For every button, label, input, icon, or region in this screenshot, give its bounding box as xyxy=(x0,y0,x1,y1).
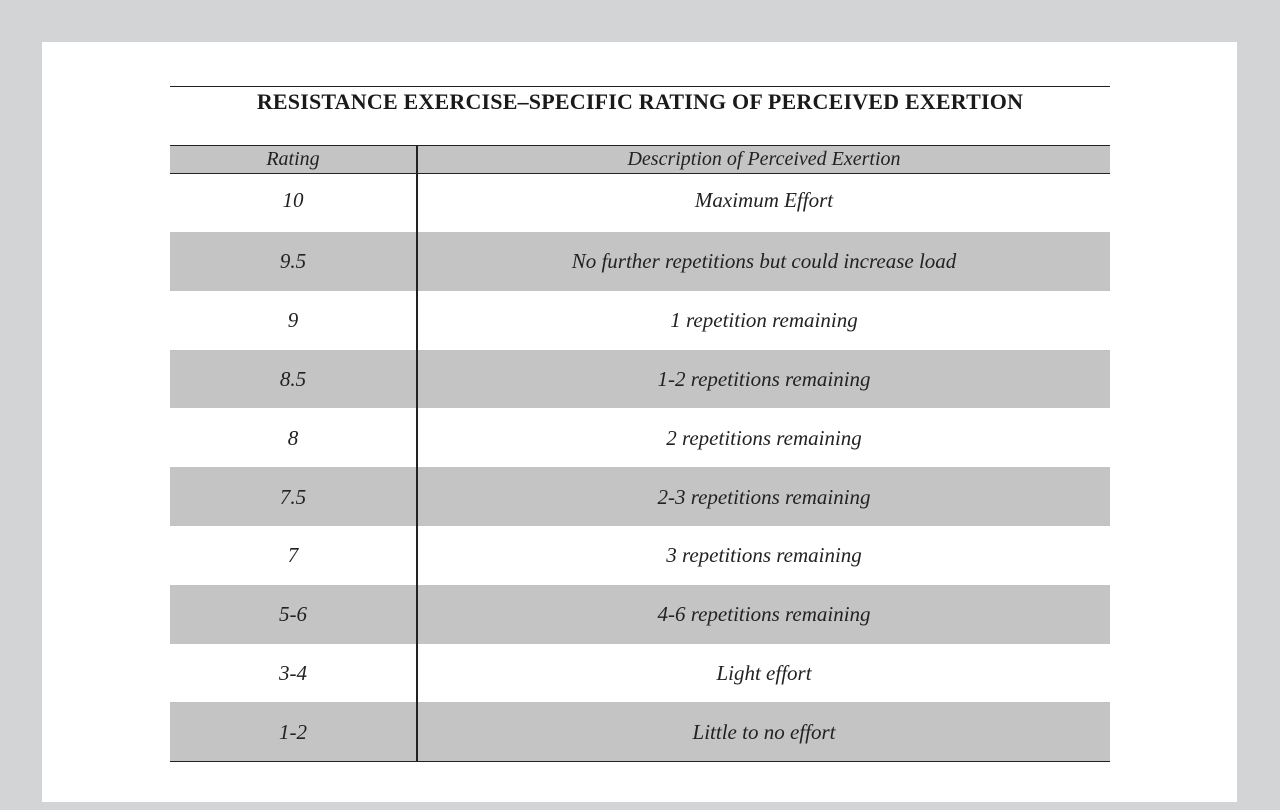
document-page xyxy=(42,42,1237,802)
table-row xyxy=(170,467,1110,526)
rating-cell: 8.5 xyxy=(170,350,417,409)
description-cell: Light effort xyxy=(716,660,812,685)
table-row xyxy=(170,408,1110,467)
description-cell: 4-6 repetitions remaining xyxy=(417,585,1110,644)
rating-cell: 3-4 xyxy=(170,644,417,703)
rpe-table xyxy=(170,145,1110,762)
table-row xyxy=(170,174,1110,233)
table-row xyxy=(170,585,1110,644)
table-row xyxy=(170,702,1110,761)
rating-cell: 7 xyxy=(170,526,417,585)
table-title: RESISTANCE EXERCISE–SPECIFIC RATING OF PERCEIVED EXERTION xyxy=(170,86,1110,114)
description-cell: 3 repetitions remaining xyxy=(666,543,862,568)
table-row xyxy=(170,232,1110,291)
rating-cell: 9 xyxy=(170,291,417,350)
header-description: Description of Perceived Exertion xyxy=(417,146,1110,174)
description-cell: 2 repetitions remaining xyxy=(666,425,862,450)
rating-cell: 8 xyxy=(170,408,417,467)
rating-cell: 1-2 xyxy=(170,702,417,761)
description-cell: Maximum Effort xyxy=(694,188,834,212)
rating-cell: 5-6 xyxy=(170,585,417,644)
header-rating: Rating xyxy=(170,146,417,174)
rating-cell: 10 xyxy=(170,174,417,233)
description-cell: 2-3 repetitions remaining xyxy=(417,467,1110,526)
table-row xyxy=(170,350,1110,409)
table-row xyxy=(170,526,1110,585)
description-cell: Little to no effort xyxy=(417,702,1110,761)
rating-cell: 9.5 xyxy=(170,232,417,291)
table-row xyxy=(170,291,1110,350)
table-header-row xyxy=(170,146,1110,174)
description-cell: 1 repetition remaining xyxy=(670,308,858,333)
description-cell: 1-2 repetitions remaining xyxy=(417,350,1110,409)
table-row xyxy=(170,644,1110,703)
rating-cell: 7.5 xyxy=(170,467,417,526)
description-cell: No further repetitions but could increase load xyxy=(417,232,1110,291)
